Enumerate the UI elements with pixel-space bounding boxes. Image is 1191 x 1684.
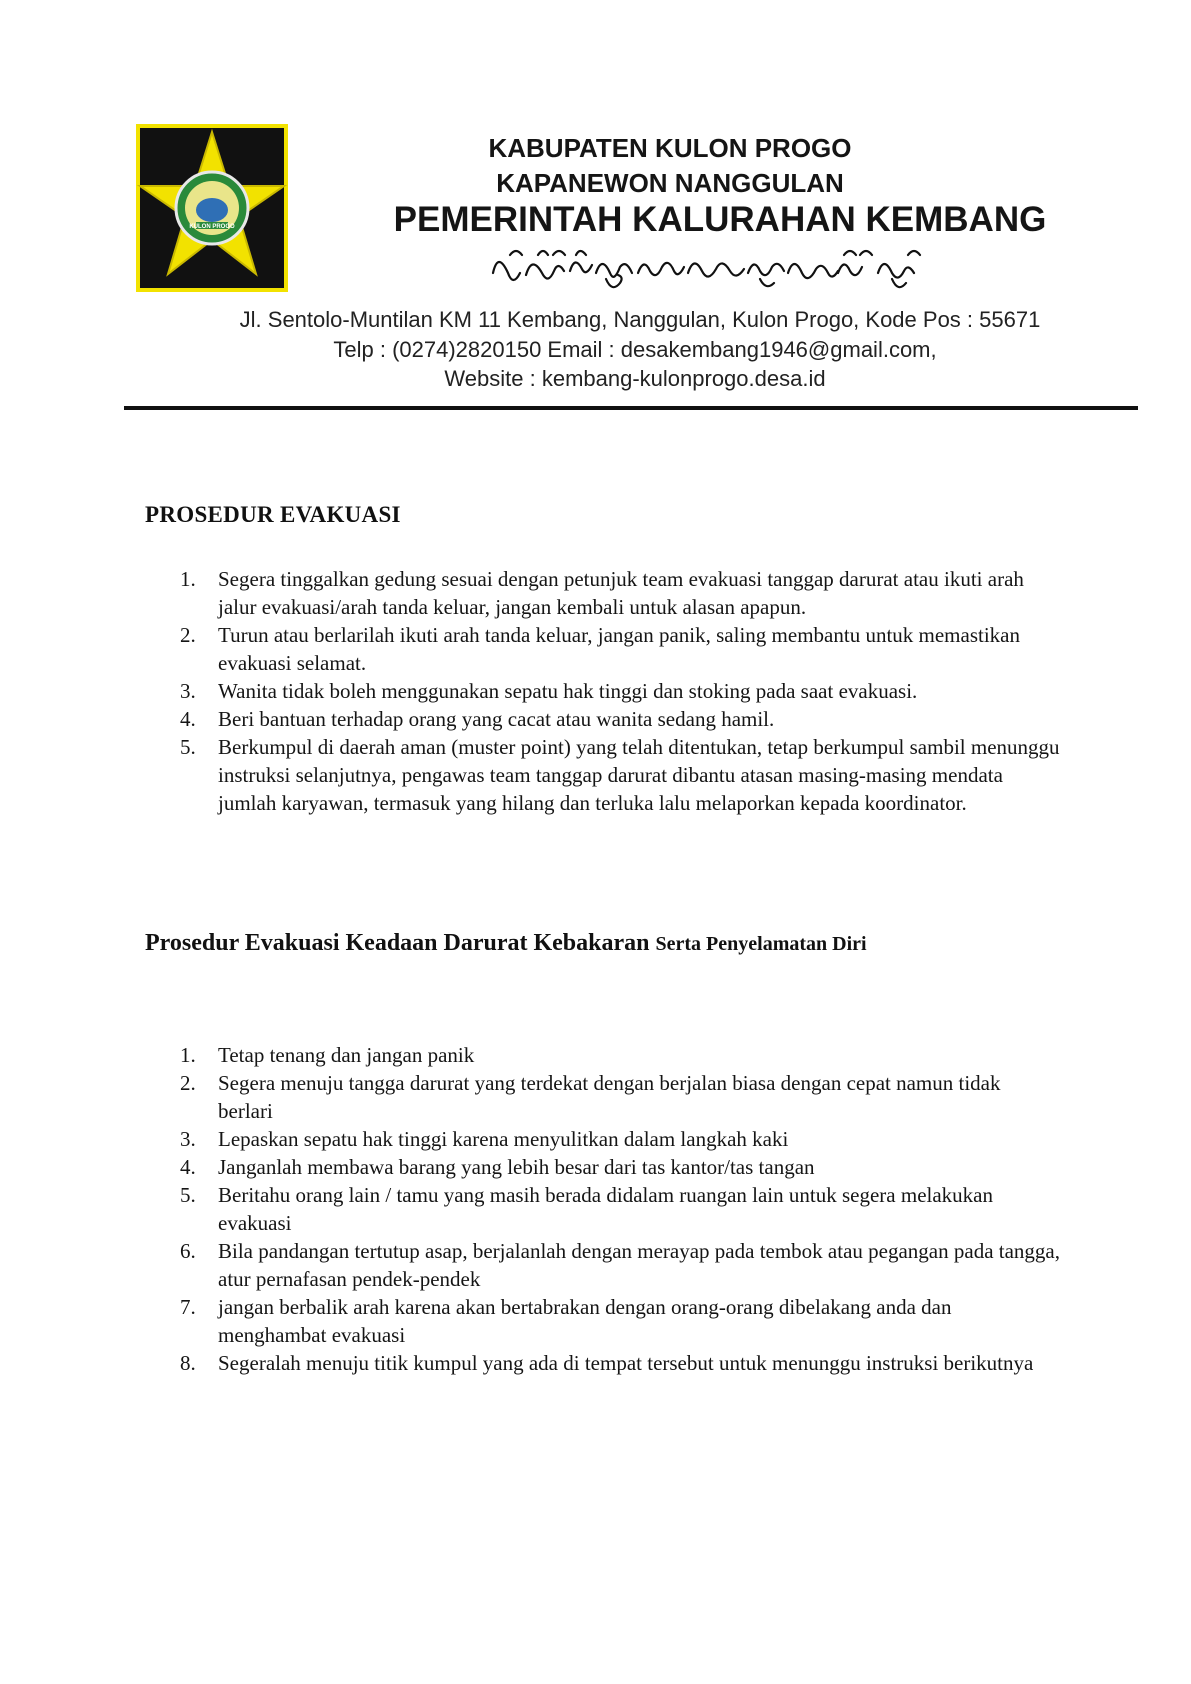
header-kapanewon: KAPANEWON NANGGULAN (496, 168, 844, 198)
list-number: 7. (180, 1295, 196, 1319)
list-item (180, 565, 1060, 621)
section1-list (180, 565, 1060, 817)
list-number: 6. (180, 1239, 196, 1263)
header-address: Jl. Sentolo-Muntilan KM 11 Kembang, Nanggulan, Kulon Progo, Kode Pos : 55671 (239, 307, 1041, 332)
list-number: 5. (180, 1183, 196, 1207)
list-text: Lepaskan sepatu hak tinggi karena menyulitkan dalam langkah kaki (218, 1127, 789, 1151)
list-number: 8. (180, 1351, 196, 1375)
section2-list (180, 1041, 1060, 1377)
list-text: Bila pandangan tertutup asap, berjalanlah dengan merayap pada tembok atau pegangan pada tangga, atur pernafasan pendek-pendek (218, 1239, 1060, 1291)
list-text: jangan berbalik arah karena akan bertabrakan dengan orang-orang dibelakang anda dan menghambat evakuasi (218, 1295, 952, 1347)
list-text: Segera menuju tangga darurat yang terdekat dengan berjalan biasa dengan cepat namun tidak berlari (218, 1071, 1001, 1123)
list-text: Berkumpul di daerah aman (muster point) yang telah ditentukan, tetap berkumpul sambil menunggu instruksi selanjutnya, pengawas team tanggap darurat dibantu atasan masing-masing mendata jumlah karyawan, termasuk yang hilang dan terluka lalu melaporkan kepada koordinator. (218, 735, 1060, 815)
header-website: Website : kembang-kulonprogo.desa.id (444, 366, 826, 391)
list-text: Segera tinggalkan gedung sesuai dengan petunjuk team evakuasi tanggap darurat atau ikuti arah jalur evakuasi/arah tanda keluar, jangan kembali untuk alasan apapun. (218, 567, 1024, 619)
list-number: 5. (180, 735, 196, 759)
list-item (180, 621, 1060, 677)
list-text: Beri bantuan terhadap orang yang cacat atau wanita sedang hamil. (218, 707, 775, 731)
list-item (180, 1181, 1060, 1237)
list-text: Tetap tenang dan jangan panik (218, 1043, 475, 1067)
section2-title (145, 930, 867, 957)
list-number: 2. (180, 1071, 196, 1095)
list-text: Wanita tidak boleh menggunakan sepatu hak tinggi dan stoking pada saat evakuasi. (218, 679, 918, 703)
list-number: 3. (180, 1127, 196, 1151)
list-text: Turun atau berlarilah ikuti arah tanda keluar, jangan panik, saling membantu untuk memastikan evakuasi selamat. (218, 623, 1020, 675)
header-pemerintah: PEMERINTAH KALURAHAN KEMBANG (393, 200, 1047, 239)
section2-title-main: Prosedur Evakuasi Keadaan Darurat Kebakaran (145, 930, 650, 956)
list-number: 4. (180, 1155, 196, 1179)
list-item (180, 677, 1060, 705)
list-number: 1. (180, 567, 196, 591)
section2-title-sub: Serta Penyelamatan Diri (655, 933, 867, 955)
list-number: 3. (180, 679, 196, 703)
list-item (180, 1349, 1060, 1377)
list-item (180, 1153, 1060, 1181)
list-item (180, 1237, 1060, 1293)
list-item (180, 733, 1060, 817)
list-number: 1. (180, 1043, 196, 1067)
logo-caption: KULON PROGO (189, 224, 235, 230)
list-item (180, 705, 1060, 733)
list-number: 4. (180, 707, 196, 731)
header-kabupaten: KABUPATEN KULON PROGO (488, 133, 852, 163)
list-item (180, 1293, 1060, 1349)
header-contact: Telp : (0274)2820150 Email : desakembang1946@gmail.com, (333, 337, 937, 362)
kulon-progo-logo (136, 124, 288, 292)
list-number: 2. (180, 623, 196, 647)
list-item (180, 1041, 1060, 1069)
javanese-script-graphic (488, 243, 938, 303)
list-item (180, 1069, 1060, 1125)
list-item (180, 1125, 1060, 1153)
header-divider (124, 406, 1138, 410)
list-text: Beritahu orang lain / tamu yang masih berada didalam ruangan lain untuk segera melakukan evakuasi (218, 1183, 993, 1235)
list-text: Janganlah membawa barang yang lebih besar dari tas kantor/tas tangan (218, 1155, 815, 1179)
section1-title: PROSEDUR EVAKUASI (145, 502, 401, 527)
list-text: Segeralah menuju titik kumpul yang ada di tempat tersebut untuk menunggu instruksi berikutnya (218, 1351, 1034, 1375)
